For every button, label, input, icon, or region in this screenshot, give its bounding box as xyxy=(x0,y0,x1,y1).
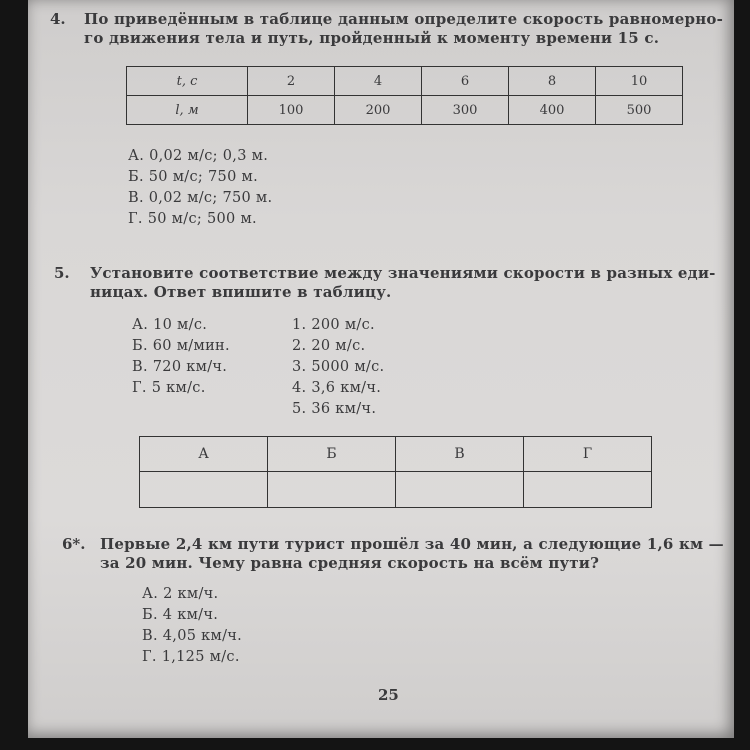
page-number: 25 xyxy=(378,686,399,704)
q4-data-table xyxy=(126,66,683,125)
q5-answer-table xyxy=(139,436,652,508)
q4-option-d: Г. 50 м/с; 500 м. xyxy=(128,211,257,227)
q4-table-cell: 500 xyxy=(596,96,683,125)
q5-left-option: В. 720 км/ч. xyxy=(132,359,228,375)
q4-option-c: В. 0,02 м/с; 750 м. xyxy=(128,190,273,206)
q4-table-cell: 6 xyxy=(422,67,509,96)
q4-table-row-time xyxy=(127,67,683,96)
q5-right-option: 4. 3,6 км/ч. xyxy=(292,380,382,396)
q5-answer-cell-d[interactable] xyxy=(524,472,652,508)
q4-table-row-distance xyxy=(127,96,683,125)
q6-text-line1: Первые 2,4 км пути турист прошёл за 40 мин, а следующие 1,6 км — xyxy=(100,535,724,553)
q4-table-header-time: t, с xyxy=(127,67,248,96)
q4-table-header-distance: l, м xyxy=(127,96,248,125)
q5-left-option: Б. 60 м/мин. xyxy=(132,338,230,354)
q4-table-cell: 100 xyxy=(248,96,335,125)
textbook-page xyxy=(28,0,734,738)
q4-text-line1: По приведённым в таблице данным определите скорость равномерно- xyxy=(84,10,724,28)
q4-table-cell: 400 xyxy=(509,96,596,125)
q6-number: 6*. xyxy=(62,535,86,553)
q5-answer-header: Б xyxy=(268,437,396,472)
q5-left-option: Г. 5 км/с. xyxy=(132,380,206,396)
q6-text xyxy=(100,535,730,573)
q5-right-option: 3. 5000 м/с. xyxy=(292,359,385,375)
q5-text-line1: Установите соответствие между значениями скорости в разных еди- xyxy=(90,264,716,282)
q5-right-option: 2. 20 м/с. xyxy=(292,338,366,354)
q4-table-cell: 300 xyxy=(422,96,509,125)
q5-right-option: 5. 36 км/ч. xyxy=(292,401,377,417)
q4-table-cell: 4 xyxy=(335,67,422,96)
q4-table-cell: 2 xyxy=(248,67,335,96)
q4-table-cell: 10 xyxy=(596,67,683,96)
q5-right-options xyxy=(292,315,384,420)
q5-right-option: 1. 200 м/с. xyxy=(292,317,375,333)
q6-options xyxy=(142,584,242,668)
q5-left-options xyxy=(132,315,230,399)
q5-answer-cell-b[interactable] xyxy=(268,472,396,508)
q4-number: 4. xyxy=(50,10,66,28)
q4-options xyxy=(128,146,272,230)
q6-option-b: Б. 4 км/ч. xyxy=(142,607,219,623)
q5-answer-header: В xyxy=(396,437,524,472)
q6-option-c: В. 4,05 км/ч. xyxy=(142,628,243,644)
q5-number: 5. xyxy=(54,264,70,282)
q6-option-a: А. 2 км/ч. xyxy=(142,586,219,602)
q5-text xyxy=(90,264,730,302)
q4-option-b: Б. 50 м/с; 750 м. xyxy=(128,169,258,185)
q4-option-a: А. 0,02 м/с; 0,3 м. xyxy=(128,148,269,164)
q5-left-option: А. 10 м/с. xyxy=(132,317,208,333)
q5-answer-header: А xyxy=(140,437,268,472)
q5-answer-cell-c[interactable] xyxy=(396,472,524,508)
q5-text-line2: ницах. Ответ впишите в таблицу. xyxy=(90,283,392,301)
q4-text-line2: го движения тела и путь, пройденный к моменту времени 15 с. xyxy=(84,29,660,47)
q5-answer-input-row xyxy=(140,472,652,508)
q5-answer-header: Г xyxy=(524,437,652,472)
q5-answer-cell-a[interactable] xyxy=(140,472,268,508)
q5-answer-header-row xyxy=(140,437,652,472)
q4-text xyxy=(84,10,724,48)
q6-text-line2: за 20 мин. Чему равна средняя скорость на всём пути? xyxy=(100,554,600,572)
q4-table-cell: 200 xyxy=(335,96,422,125)
q6-option-d: Г. 1,125 м/с. xyxy=(142,649,240,665)
q4-table-cell: 8 xyxy=(509,67,596,96)
